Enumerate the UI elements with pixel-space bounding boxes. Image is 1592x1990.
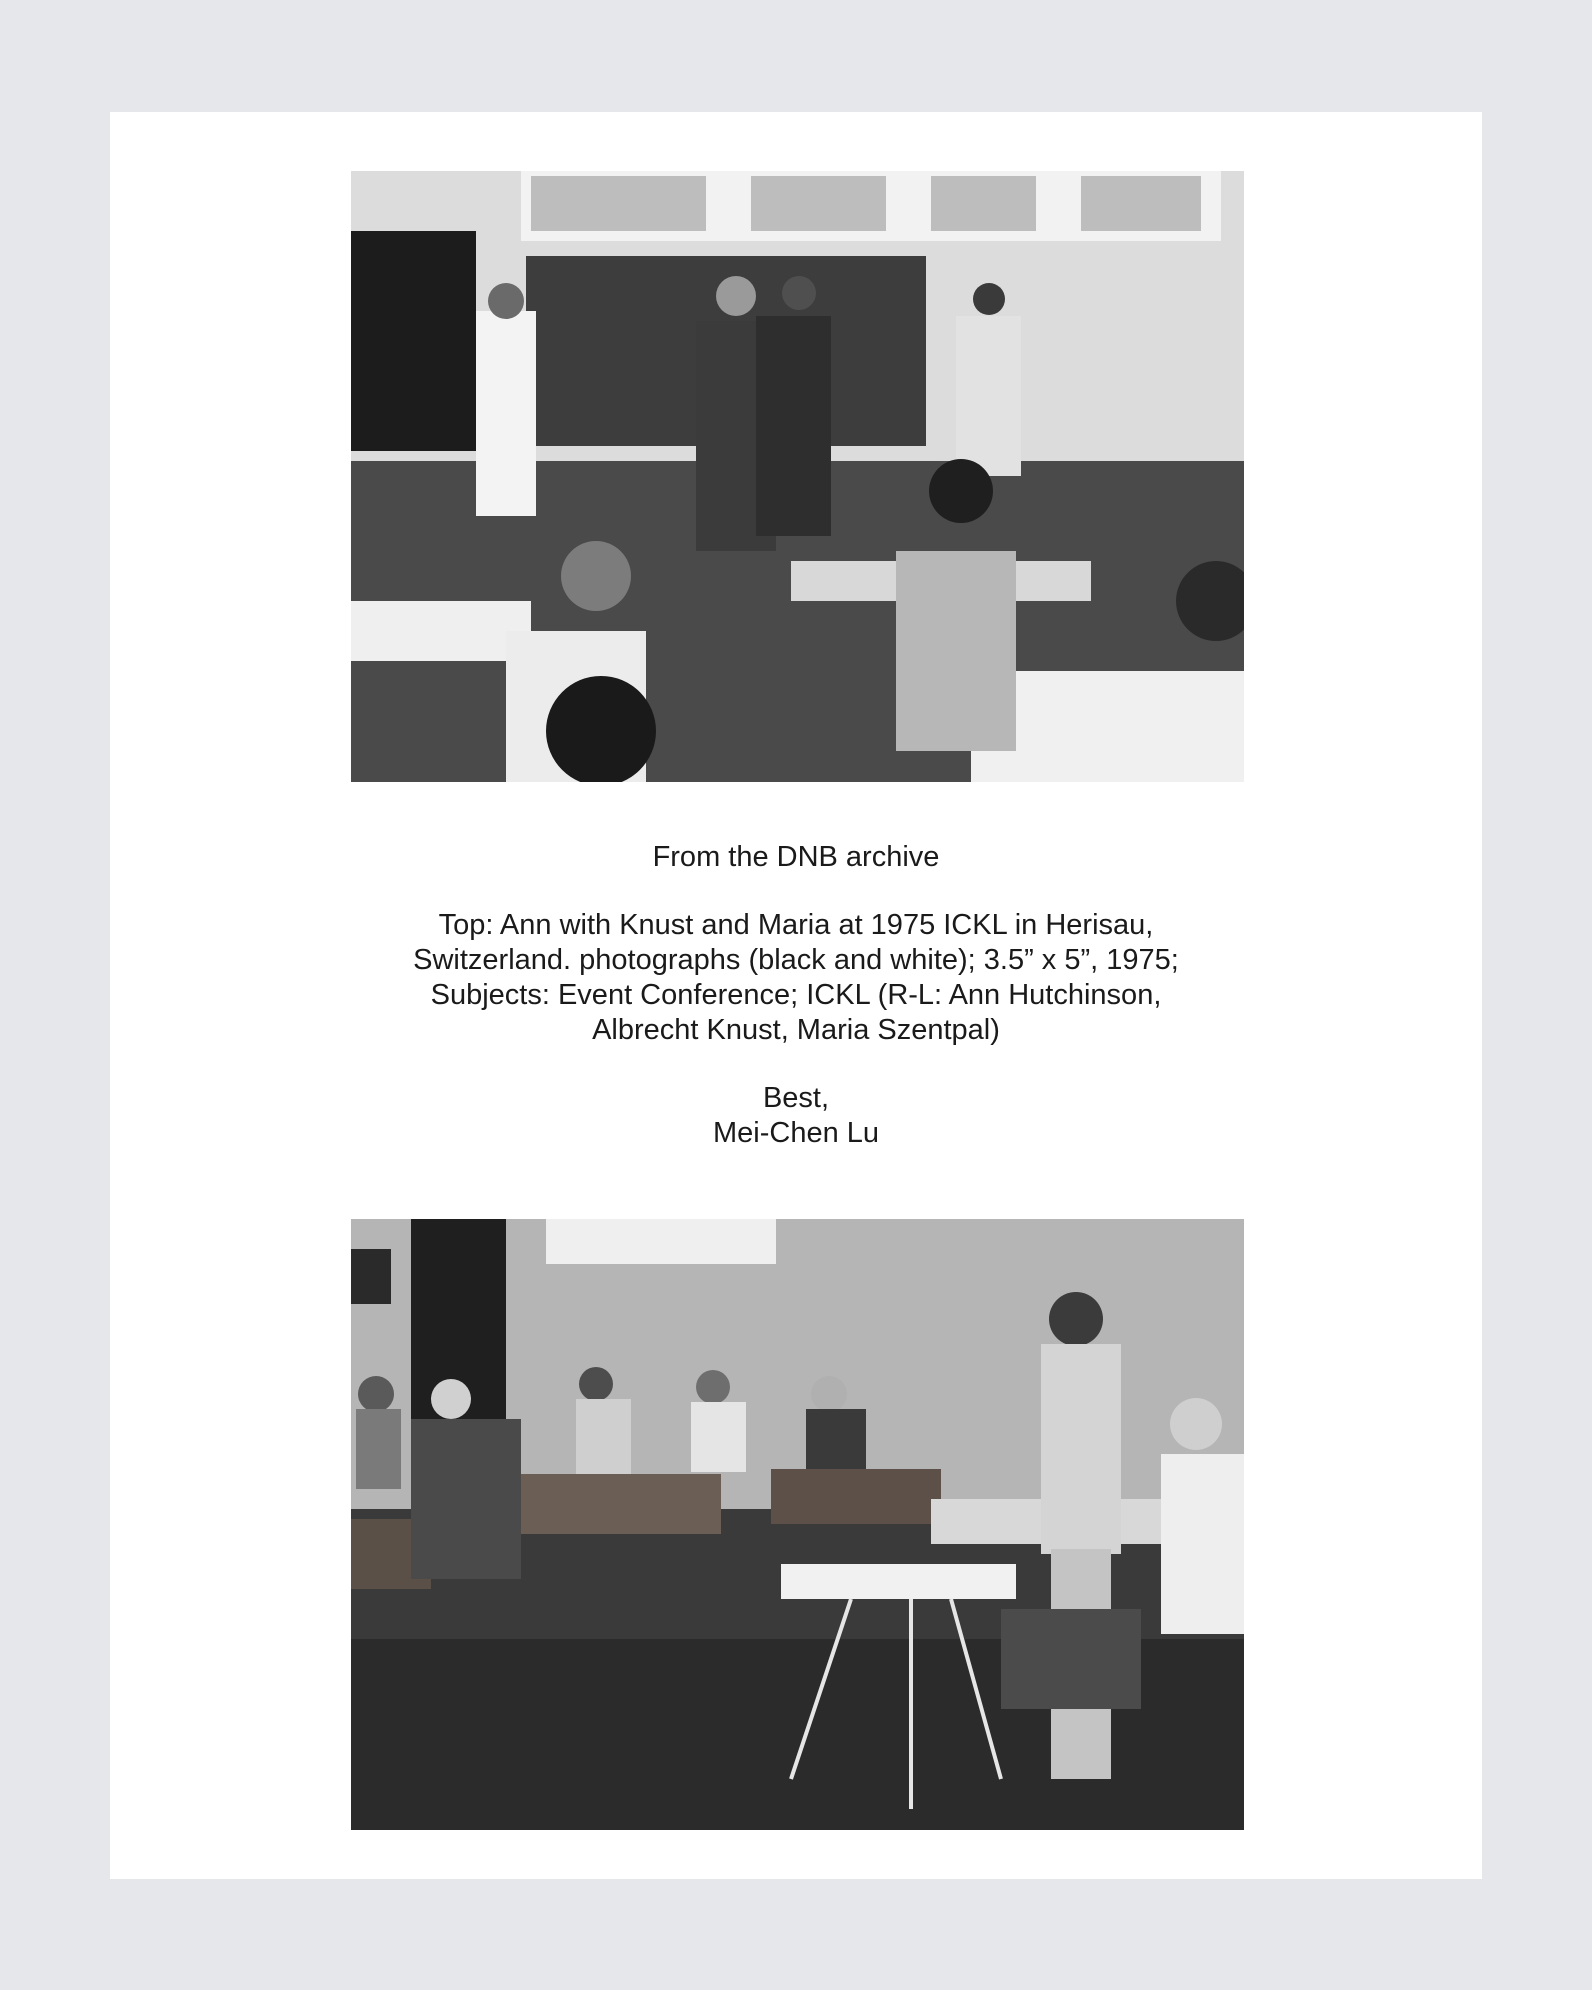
top-photograph [351,171,1244,782]
description-line: Top: Ann with Knust and Maria at 1975 ICKL in Herisau, [438,909,1154,941]
caption-author: Mei-Chen Lu [712,1117,880,1149]
description-line: Switzerland. photographs (black and white); 3.5” x 5”, 1975; [413,944,1179,976]
description-line: Subjects: Event Conference; ICKL (R-L: Ann Hutchinson, [430,979,1162,1011]
caption-signoff: Best, [762,1082,830,1114]
description-line: Albrecht Knust, Maria Szentpal) [592,1014,1000,1046]
caption-heading: From the DNB archive [652,841,940,873]
caption-block [110,840,1482,1151]
bottom-photograph [351,1219,1244,1830]
document-page [110,112,1482,1879]
caption-description [346,908,1246,1048]
